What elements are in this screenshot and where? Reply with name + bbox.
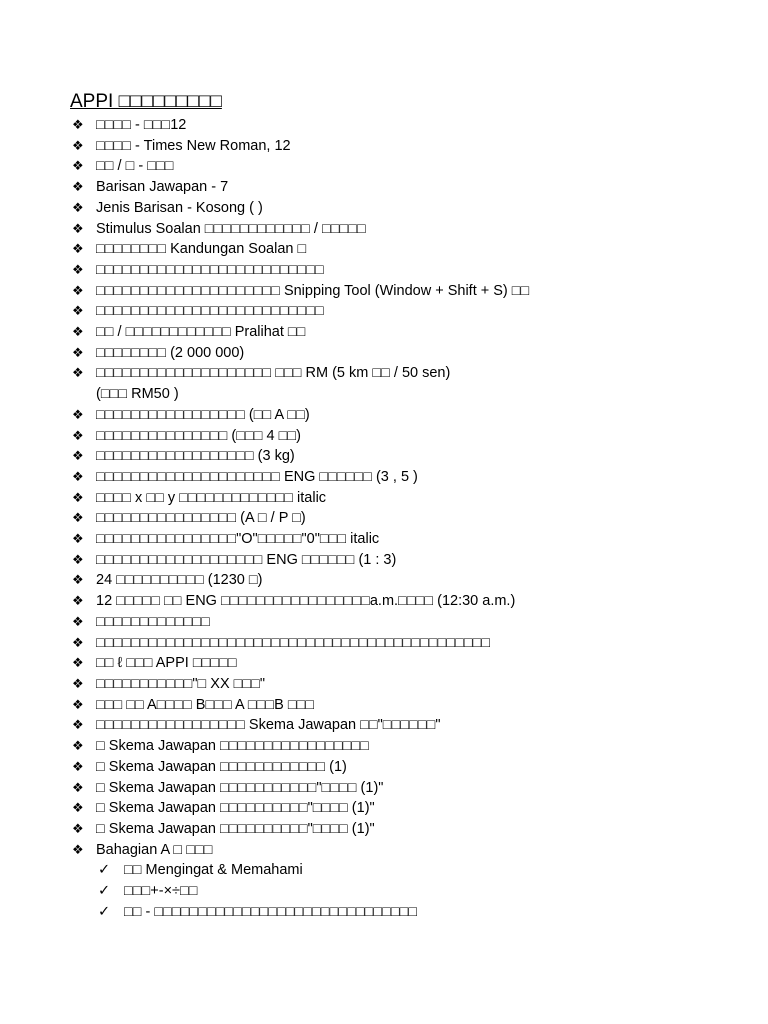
- bullet-item: ❖ □□ ℓ □□□ APPI □□□□□: [70, 653, 710, 674]
- bullet-item: ❖ □□□□ x □□ y □□□□□□□□□□□□□ italic: [70, 488, 710, 509]
- bullet-item: ❖ □□□□□□□□□□□□□□□□□ (□□ A □□): [70, 405, 710, 426]
- section-label: Bahagian A □ □□□: [96, 841, 213, 858]
- bullet-item: ❖ □□□□□□□□□□□□□: [70, 612, 710, 633]
- checklist: [96, 860, 710, 922]
- bullet-item: ❖ □□□□□□□□□□□□□□□□□□□□□□□□□□: [70, 260, 710, 281]
- section-bahagian-a: [70, 840, 710, 923]
- bullet-item: ❖ □□□□□□□□ (2 000 000): [70, 343, 710, 364]
- bullet-item: ❖ □□□□□□□□□□□□□□□□□□□□□ Snipping Tool (Window + Shift + S) □□: [70, 281, 710, 302]
- bullet-item: ❖ 12 □□□□□ □□ ENG □□□□□□□□□□□□□□□□□a.m.□□□□ (12:30 a.m.): [70, 591, 710, 612]
- bullet-item: ❖ □ Skema Jawapan □□□□□□□□□□□"□□□□ (1)": [70, 778, 710, 799]
- bullet-item: ❖ □□□□□□□□ Kandungan Soalan □: [70, 239, 710, 260]
- bullet-item: ❖ 24 □□□□□□□□□□ (1230 □): [70, 570, 710, 591]
- check-item: ✓ □□ Mengingat & Memahami: [96, 860, 710, 881]
- bullet-item: ❖ □□□□□□□□□□□□□□□ (□□□ 4 □□): [70, 426, 710, 447]
- document-title: APPI □□□□□□□□□: [70, 91, 222, 112]
- bullet-item: ❖ □ Skema Jawapan □□□□□□□□□□□□□□□□□: [70, 736, 710, 757]
- bullet-item: ❖ □□□□□□□□□□□□□□□□□□□□□ ENG □□□□□□ (3 , 5 ): [70, 467, 710, 488]
- bullet-item: ❖ □□□□□□□□□□□□□□□□□□□ ENG □□□□□□ (1 : 3): [70, 550, 710, 571]
- bullet-item: ❖ □□□□ - □□□12: [70, 115, 710, 136]
- bullet-item: ❖ □□□□□□□□□□□□□□□□□□ (3 kg): [70, 446, 710, 467]
- bullet-item: ❖ □ Skema Jawapan □□□□□□□□□□"□□□□ (1)": [70, 819, 710, 840]
- bullet-list: [70, 115, 710, 922]
- bullet-item: ❖ □□□□□□□□□□□"□ XX □□□": [70, 674, 710, 695]
- bullet-item: ❖ □□ / □□□□□□□□□□□□ Pralihat □□: [70, 322, 710, 343]
- check-item: ✓ □□□+-×÷□□: [96, 881, 710, 902]
- bullet-item: ❖ □ Skema Jawapan □□□□□□□□□□□□ (1): [70, 757, 710, 778]
- bullet-item: ❖ □□□□□□□□□□□□□□□□ (A □ / P □): [70, 508, 710, 529]
- bullet-item: ❖ □□□□□□□□□□□□□□□□"O"□□□□□"0"□□□ italic: [70, 529, 710, 550]
- bullet-item: ❖ Jenis Barisan - Kosong ( ): [70, 198, 710, 219]
- bullet-item: ❖ □□□□□□□□□□□□□□□□□□□□□□□□□□□□□□□□□□□□□□□□□□□□□: [70, 633, 710, 654]
- bullet-item: ❖ □□□□□□□□□□□□□□□□□□□□ □□□ RM (5 km □□ / 50 sen) (□□□ RM50 ): [70, 363, 710, 404]
- bullet-item: ❖ □□□□ - Times New Roman, 12: [70, 136, 710, 157]
- check-item: ✓ □□ - □□□□□□□□□□□□□□□□□□□□□□□□□□□□□□: [96, 902, 710, 923]
- bullet-item: ❖ Barisan Jawapan - 7: [70, 177, 710, 198]
- bullet-item: ❖ □ Skema Jawapan □□□□□□□□□□"□□□□ (1)": [70, 798, 710, 819]
- bullet-item: ❖ □□ / □ - □□□: [70, 156, 710, 177]
- bullet-item: ❖ Stimulus Soalan □□□□□□□□□□□□ / □□□□□: [70, 219, 710, 240]
- bullet-item: ❖ □□□□□□□□□□□□□□□□□□□□□□□□□□: [70, 301, 710, 322]
- bullet-item: ❖ □□□□□□□□□□□□□□□□□ Skema Jawapan □□"□□□□□□": [70, 715, 710, 736]
- bullet-item: ❖ □□□ □□ A□□□□ B□□□ A □□□B □□□: [70, 695, 710, 716]
